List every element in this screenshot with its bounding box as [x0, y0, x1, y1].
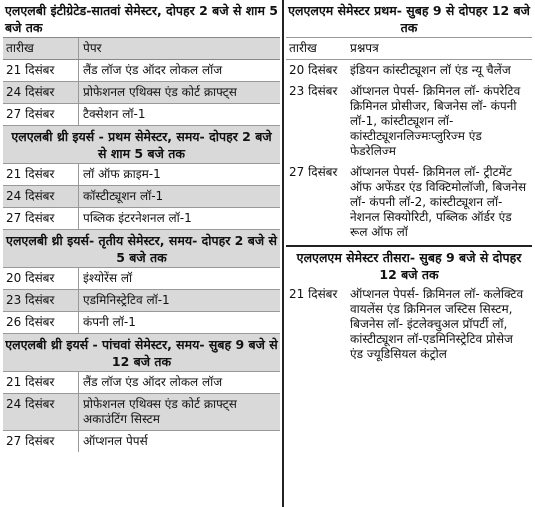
date-cell: 21 दिसंबर	[3, 60, 79, 81]
paper-cell: इंडियन कांस्टीट्यूशन लॉ एंड न्यू चैलेंज	[350, 63, 511, 77]
paper-cell: ऑप्शनल पेपर्स- क्रिमिनल लॉ- कंपरेटिव क्रिमिनल प्रोसीजर, बिजनेस लॉ- कंपनी लॉ-1, कांस्टीट्यूशन लॉ- कांस्टीट्यूशनलिज्मःप्लुरिज्म एंड फेडरेलिज्म	[350, 84, 521, 158]
date-cell: 21 दिसंबर	[3, 164, 79, 185]
paper-cell: ऑप्शनल पेपर्स- क्रिमिनल लॉ- ट्रीटमेंट ऑफ अफेंडर एंड विक्टिमोलॉजी, बिजनेस लॉ- कंपनी लॉ-2, कांस्टीट्यूशन लॉ- नेशनल सिक्योरिटी, पब्लिक ऑर्डर एंड रूल ऑफ लॉ	[350, 165, 527, 239]
llb-column	[3, 0, 280, 452]
table-row	[3, 82, 280, 104]
paper-cell: टैक्सेशन लॉ-1	[83, 107, 146, 121]
section-heading: एलएलबी थ्री इयर्स- तृतीय सेमेस्टर, समय- दोपहर 2 बजे से 5 बजे तक	[3, 230, 280, 267]
date-cell: 23 दिसंबर	[3, 290, 79, 311]
section-heading: एलएलबी थ्री इयर्स - पांचवां सेमेस्टर, समय- सुबह 9 बजे से 12 बजे तक	[3, 334, 280, 371]
date-cell: 20 दिसंबर	[289, 63, 338, 77]
date-header: तारीख	[3, 38, 79, 59]
table-row	[286, 81, 532, 162]
table-row	[3, 104, 280, 125]
date-cell: 27 दिसंबर	[3, 208, 79, 229]
table-row	[3, 431, 280, 452]
date-cell: 23 दिसंबर	[289, 84, 338, 98]
paper-cell: इंश्योरेंस लॉ	[83, 271, 133, 285]
llm-column	[286, 0, 532, 365]
llb-integrated-7th-section	[3, 0, 280, 126]
paper-cell: ऑप्शनल पेपर्स	[83, 434, 148, 448]
date-cell: 24 दिसंबर	[3, 186, 79, 207]
date-cell: 24 दिसंबर	[3, 82, 79, 103]
table-row	[286, 162, 532, 243]
llb-3yr-1st-section	[3, 126, 280, 230]
section-heading: एलएलबी थ्री इयर्स - प्रथम सेमेस्टर, समय- दोपहर 2 बजे से शाम 5 बजे तक	[3, 126, 280, 163]
paper-cell: पब्लिक इंटरनेशनल लॉ-1	[83, 211, 192, 225]
date-cell: 20 दिसंबर	[3, 268, 79, 289]
table-row	[3, 186, 280, 208]
paper-cell: कंपनी लॉ-1	[83, 315, 136, 329]
table-row	[3, 312, 280, 333]
paper-header: पेपर	[83, 41, 102, 55]
date-header: तारीख	[289, 41, 317, 55]
table-row	[3, 60, 280, 82]
date-cell: 27 दिसंबर	[3, 104, 79, 125]
llb-3yr-5th-section	[3, 334, 280, 452]
date-cell: 21 दिसंबर	[3, 372, 79, 393]
date-cell: 26 दिसंबर	[3, 312, 79, 333]
column-header-row	[3, 37, 280, 60]
section-heading: एलएलएम सेमेस्टर प्रथम- सुबह 9 से दोपहर 12 बजे तक	[288, 3, 530, 35]
table-row	[3, 208, 280, 229]
section-heading: एलएलबी इंटीग्रेटेड-सातवां सेमेस्टर, दोपहर 2 बजे से शाम 5 बजे तक	[5, 3, 279, 35]
paper-cell: ऑप्शनल पेपर्स- क्रिमिनल लॉ- कलेक्टिव वायलेंस एंड क्रिमिनल जस्टिस सिस्टम, बिजनेस लॉ- इंटलेक्चुअल प्रॉपर्टी लॉ, कांस्टीट्यूशन लॉ-एडमिनिस्ट्रेटिव प्रोसेज एंड ज्यूडिसियल कंट्रोल	[350, 287, 524, 361]
paper-cell: लॉ ऑफ क्राइम-1	[83, 167, 161, 181]
table-row	[3, 290, 280, 312]
date-cell: 24 दिसंबर	[3, 394, 79, 430]
date-cell: 27 दिसंबर	[289, 165, 338, 179]
table-row	[3, 371, 280, 394]
paper-cell: प्रोफेशनल एथिक्स एंड कोर्ट क्राफ्ट्स अकाउंटिंग सिस्टम	[83, 397, 237, 426]
table-row	[286, 60, 532, 81]
paper-cell: लैंड लॉज एंड ऑदर लोकल लॉज	[83, 375, 223, 389]
table-row	[3, 163, 280, 186]
paper-cell: लैंड लॉज एंड ऑदर लोकल लॉज	[83, 63, 223, 77]
paper-header: प्रश्नपत्र	[350, 41, 379, 55]
paper-cell: प्रोफेशनल एथिक्स एंड कोर्ट क्राफ्ट्स	[83, 85, 237, 99]
date-cell: 27 दिसंबर	[3, 431, 79, 452]
table-row	[286, 284, 532, 365]
column-header-row	[286, 37, 532, 60]
paper-cell: एडमिनिस्ट्रेटिव लॉ-1	[83, 293, 170, 307]
paper-cell: कॉस्टीट्यूशन लॉ-1	[83, 189, 164, 203]
table-row	[3, 394, 280, 431]
date-cell: 21 दिसंबर	[289, 287, 338, 301]
section-heading: एलएलएम सेमेस्टर तीसरा- सुबह 9 बजे से दोपहर 12 बजे तक	[286, 245, 532, 284]
table-row	[3, 267, 280, 290]
column-divider	[282, 0, 284, 507]
llb-3yr-3rd-section	[3, 230, 280, 334]
